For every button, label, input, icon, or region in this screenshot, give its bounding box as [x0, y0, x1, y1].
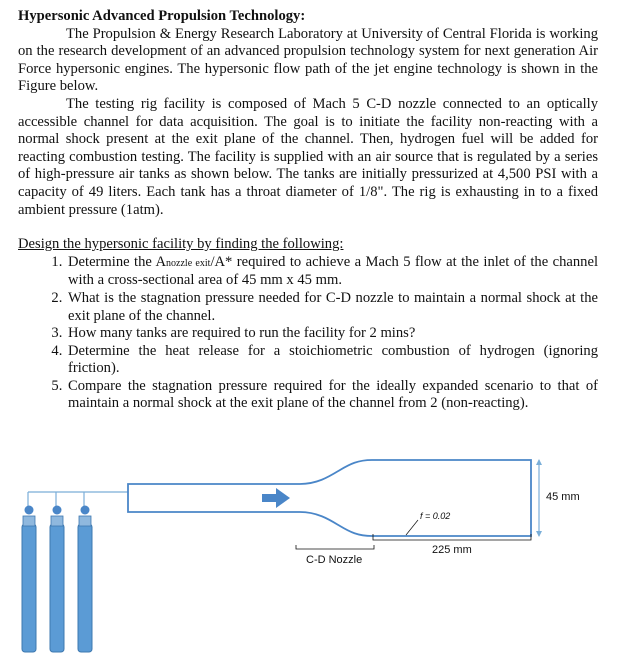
air-tank-1: [22, 506, 36, 653]
document-title: Hypersonic Advanced Propulsion Technology:: [18, 8, 306, 24]
question-4: 4. Determine the heat release for a stoichiometric combustion of hydrogen (ignoring friction).: [66, 343, 598, 378]
intro-paragraph: The Propulsion & Energy Research Laboratory at University of Central Florida is working on the research development of an advanced propulsion technology system for next generation Air Force hypersonic engines. The hypersonic flow path of the jet engine technology is shown in the Figure below.: [18, 25, 598, 95]
subscript-nozzle-exit: nozzle exit: [166, 257, 211, 269]
nozzle-channel-outline: [128, 460, 531, 536]
design-heading: Design the hypersonic facility by finding the following:: [18, 236, 344, 253]
question-1: 1. Determine the Anozzle exit/A* required to achieve a Mach 5 flow at the inlet of the channel with a cross-sectional area of 45 mm x 45 mm.: [66, 254, 598, 290]
manifold-lines: [28, 492, 128, 506]
length-label: 225 mm: [432, 544, 472, 556]
nozzle-label: C-D Nozzle: [306, 554, 363, 566]
friction-label: f = 0.02: [420, 511, 451, 521]
question-2: 2. What is the stagnation pressure needed for C-D nozzle to maintain a normal shock at the exit plane of the channel.: [66, 290, 598, 325]
question-5: 5. Compare the stagnation pressure required for the ideally expanded scenario to that of maintain a normal shock at the exit plane of the channel from 2 (non-reacting).: [66, 378, 598, 413]
question-3: 3. How many tanks are required to run the facility for 2 mins?: [66, 325, 598, 343]
rig-paragraph: The testing rig facility is composed of Mach 5 C-D nozzle connected to an optically accessible channel for data acquisition. The goal is to initiate the facility non-reacting with a normal shock present at the exit plane of the channel. Then, hydrogen fuel will be added for reacting combustion testing. The facility is supplied with an air source that is regulated by a series of high-pressure air tanks as shown below. The tanks are initially pressurized at 4,500 PSI with a capacity of 49 liters. Each tank has a throat diameter of 1/8". The rig is exhausting in to a fixed ambient pressure (1atm).: [18, 95, 598, 218]
air-tank-3: [78, 506, 92, 653]
height-arrow-top: [536, 459, 542, 465]
height-arrow-bottom: [536, 531, 542, 537]
height-label: 45 mm: [546, 491, 580, 503]
nozzle-bracket: [296, 545, 374, 549]
air-tank-2: [50, 506, 64, 653]
